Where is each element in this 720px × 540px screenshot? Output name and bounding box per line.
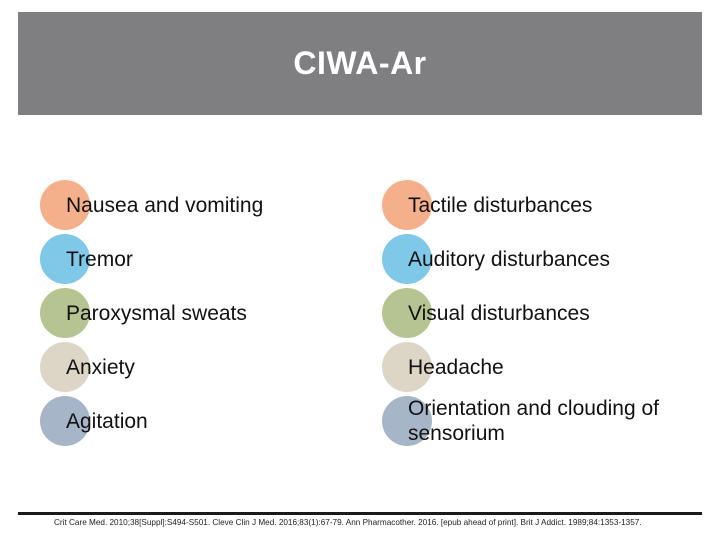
- list-item-label: Orientation and clouding of sensorium: [408, 397, 660, 445]
- list-item-left-2: [40, 234, 133, 284]
- list-item-label: Auditory disturbances: [408, 247, 610, 271]
- list-item-right-5: [382, 396, 693, 446]
- title-bar: [18, 12, 702, 115]
- list-item-label: Tremor: [66, 247, 133, 271]
- list-item-right-1: [382, 180, 592, 230]
- list-item-left-5: [40, 396, 148, 446]
- list-item-label: Anxiety: [66, 355, 135, 379]
- list-item-label: Tactile disturbances: [408, 193, 593, 217]
- list-item-right-2: [382, 234, 610, 284]
- list-item-label: Nausea and vomiting: [66, 193, 264, 217]
- footer-citations: Crit Care Med. 2010;38[Suppl]:S494-S501. Cleve Clin J Med. 2016;83(1):67-79. Ann Pharmacother. 2016. [epub ahead of print]. Brit J Addict. 1989;84:1353-1357.: [54, 518, 642, 527]
- list-item-left-3: [40, 288, 247, 338]
- list-item-left-1: [40, 180, 263, 230]
- list-item-label: Agitation: [66, 409, 148, 433]
- list-item-label: Paroxysmal sweats: [66, 301, 247, 325]
- list-item-right-4: [382, 342, 504, 392]
- list-item-label: Headache: [408, 355, 504, 379]
- list-item-right-3: [382, 288, 590, 338]
- slide-title: CIWA-Ar: [293, 45, 427, 81]
- list-item-left-4: [40, 342, 135, 392]
- footer-divider: [18, 512, 702, 515]
- list-item-label: Visual disturbances: [408, 301, 590, 325]
